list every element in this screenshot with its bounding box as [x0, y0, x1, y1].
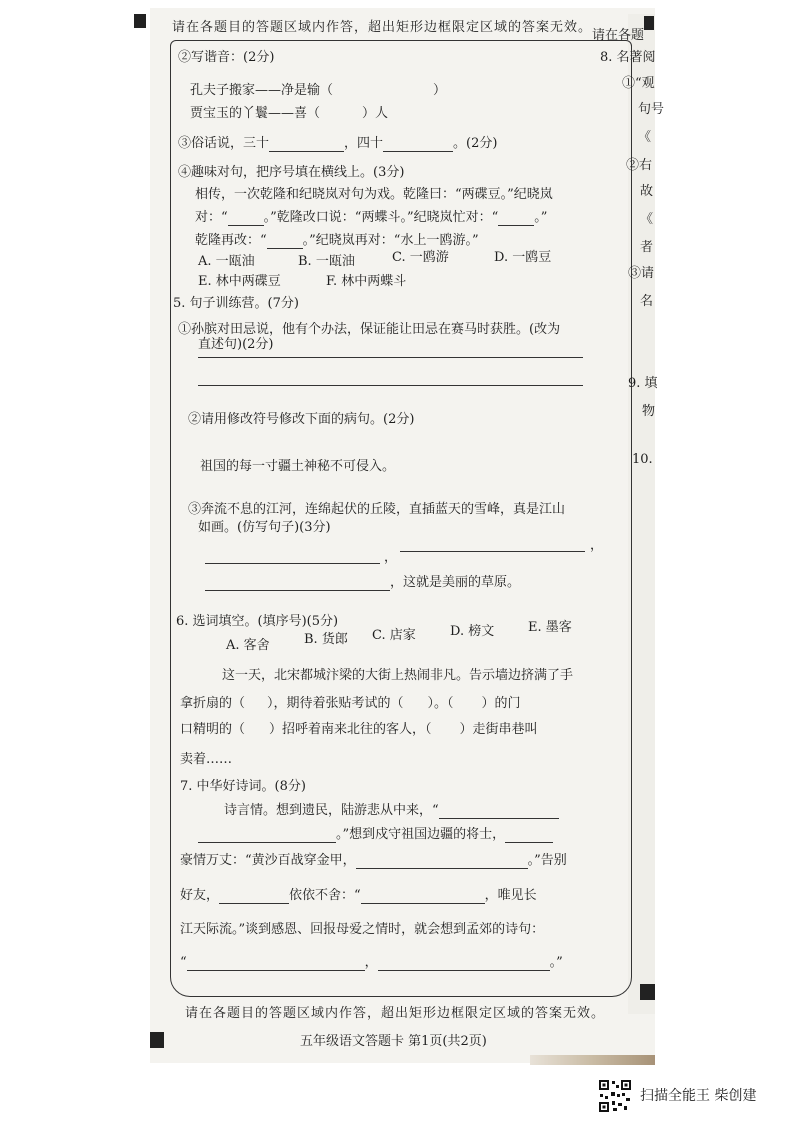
right-q10-title: 10.	[632, 452, 653, 467]
q4-part3: ③俗话说，三十 ，四十 。(2分)	[178, 136, 498, 151]
registration-mark-top-right	[644, 16, 654, 30]
q5-part3-end: ，这就是美丽的草原。	[390, 575, 521, 590]
q5-part2-sentence: 祖国的每一寸疆土神秘不可侵入。	[200, 459, 396, 474]
q5-part1-answer-line1[interactable]	[198, 357, 583, 358]
q7-title: 7. 中华好诗词。(8分)	[180, 779, 306, 794]
q6-option-d: D. 榜文	[450, 624, 495, 639]
q4-part2-line2: 贾宝玉的丫鬟——喜（ ）人	[190, 106, 389, 121]
right-fragment-5: 故	[640, 184, 654, 199]
q5-part3-line2: 如画。(仿写句子)(3分)	[198, 520, 331, 535]
q4-part2-line1: 孔夫子搬家——净是输（ ）	[190, 83, 447, 98]
right-q8-title: 8. 名著阅	[600, 50, 656, 65]
q6-line1: 这一天，北宋都城汴梁的大街上热闹非凡。告示墙边挤满了手	[222, 668, 574, 683]
q7-blank8[interactable]	[378, 956, 550, 971]
qr-code-icon	[598, 1079, 632, 1113]
q5-part2: ②请用修改符号修改下面的病句。(2分)	[188, 412, 415, 427]
q5-part1-line1: ①孙膑对田忌说，他有个办法，保证能让田忌在赛马时获胜。(改为	[178, 322, 561, 337]
right-fragment-6: 《	[640, 212, 654, 227]
right-fragment-2: 句号	[638, 102, 665, 117]
q5-part1-line2: 直述句)(2分)	[198, 337, 274, 352]
q5-part3-comma1: ，	[384, 550, 398, 565]
page-label: 五年级语文答题卡 第1页(共2页)	[300, 1034, 487, 1049]
q4-part4-line4: 乾隆再改：“ 。”纪晓岚再对：“水上一鸥游。”	[195, 233, 479, 248]
q7-line6: “ ， 。”	[180, 955, 563, 970]
q6-line4: 卖着……	[180, 752, 233, 767]
q6-option-a: A. 客舍	[226, 638, 270, 653]
q7-line5: 江天际流。”谈到感恩、回报母爱之情时，就会想到孟郊的诗句：	[180, 922, 545, 937]
right-fragment-4: ②右	[626, 158, 653, 173]
q7-blank3[interactable]	[505, 828, 553, 843]
q7-blank5[interactable]	[219, 889, 289, 904]
q4-part3-blank1[interactable]	[269, 137, 344, 152]
q6-option-e: E. 墨客	[528, 620, 572, 635]
right-header-fragment: 请在各题	[592, 28, 645, 43]
right-fragment-7: 者	[640, 240, 654, 255]
q4-part4-blank2[interactable]	[498, 211, 534, 226]
q7-blank4[interactable]	[356, 854, 528, 869]
q4-part3-blank2[interactable]	[383, 137, 453, 152]
right-q9-fragment: 物	[642, 404, 656, 419]
q6-option-b: B. 货郎	[304, 632, 348, 647]
q4-option-e: E. 林中两碟豆	[198, 274, 281, 289]
q7-line2: 。”想到戍守祖国边疆的将士，	[198, 827, 553, 843]
q4-option-f: F. 林中两蝶斗	[326, 274, 407, 289]
registration-mark-top-left	[134, 14, 146, 28]
q7-line3: 豪情万丈：“黄沙百战穿金甲， 。”告别	[180, 853, 567, 868]
scan-edge-strip	[530, 1055, 655, 1065]
q4-part4-line2: 相传，一次乾隆和纪晓岚对句为戏。乾隆曰：“两碟豆。”纪晓岚	[195, 187, 553, 202]
q6-option-c: C. 店家	[372, 628, 416, 643]
q5-part3-line1: ③奔流不息的江河，连绵起伏的丘陵，直插蓝天的雪峰，真是江山	[188, 502, 566, 517]
right-fragment-3: 《	[638, 130, 652, 145]
q4-part4-blank3[interactable]	[267, 234, 303, 249]
q5-part1-answer-line2[interactable]	[198, 385, 583, 386]
q4-part4-line1: ④趣味对句，把序号填在横线上。(3分)	[178, 165, 405, 180]
footer-notice: 请在各题目的答题区域内作答，超出矩形边框限定区域的答案无效。	[185, 1006, 606, 1021]
q7-blank6[interactable]	[361, 889, 485, 904]
right-fragment-1: ①“观	[622, 76, 655, 91]
q7-blank2[interactable]	[198, 828, 336, 843]
q7-blank7[interactable]	[187, 956, 365, 971]
q5-title: 5. 句子训练营。(7分)	[173, 296, 299, 311]
q5-part3-blank1[interactable]	[205, 563, 380, 564]
right-q9-title: 9. 填	[628, 376, 658, 391]
q7-blank1[interactable]	[439, 804, 559, 819]
q6-line2: 拿折扇的（ ），期待着张贴考试的（ ）。（ ）的门	[180, 696, 521, 711]
registration-mark-bottom-right	[640, 984, 655, 1000]
right-fragment-8: ③请	[628, 266, 655, 281]
right-fragment-9: 名	[640, 294, 654, 309]
q6-title: 6. 选词填空。(填序号)(5分)	[176, 614, 339, 629]
q4-option-b: B. 一瓯油	[298, 254, 355, 269]
scanner-watermark: 扫描全能王 柴创建	[640, 1088, 757, 1104]
q4-option-c: C. 一鸥游	[392, 250, 449, 265]
header-notice: 请在各题目的答题区域内作答，超出矩形边框限定区域的答案无效。	[172, 20, 593, 35]
q7-line1: 诗言情。想到遗民，陆游悲从中来，“	[224, 803, 559, 819]
q4-part2-title: ②写谐音：(2分)	[178, 50, 275, 65]
q4-part4-line3: 对：“ 。”乾隆改口说：“两蝶斗。”纪晓岚忙对：“ 。”	[195, 210, 548, 225]
q4-part4-blank1[interactable]	[228, 211, 264, 226]
q5-part3-blank3[interactable]	[205, 590, 390, 591]
q5-part3-blank2[interactable]	[400, 551, 585, 552]
q4-option-d: D. 一鸥豆	[494, 250, 552, 265]
q7-line4: 好友， 依依不舍：“ ，唯见长	[180, 888, 537, 903]
registration-mark-bottom-left	[150, 1032, 164, 1048]
q4-option-a: A. 一瓯油	[198, 254, 255, 269]
q6-line3: 口精明的（ ）招呼着南来北往的客人，（ ）走街串巷叫	[180, 722, 538, 737]
q5-part3-comma2: ，	[590, 538, 604, 553]
